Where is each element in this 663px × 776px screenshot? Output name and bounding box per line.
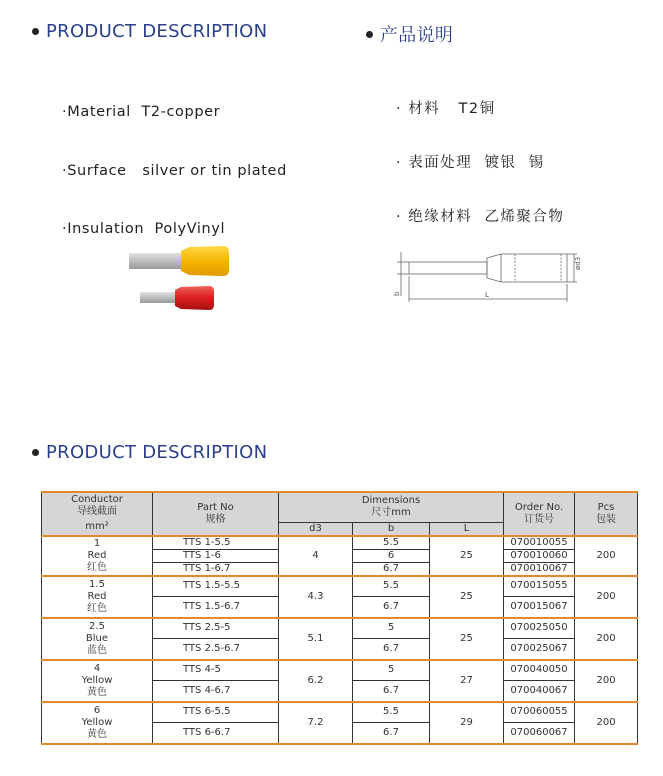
spec-value-cn: 镀银 锡 [484,155,545,171]
b-value: 6.7 [353,639,430,660]
order-no: 070040067 [504,681,575,702]
order-no: 070025050 [504,618,575,639]
part-no: TTS 4-6.7 [153,681,279,702]
b-value: 6.7 [353,562,430,576]
section-title-text: PRODUCT DESCRIPTION [46,21,268,42]
header-text: mm² [85,521,109,533]
header-text: Conductor [71,494,123,506]
part-no: TTS 2.5-5 [153,618,279,639]
L-value: 25 [430,536,504,576]
b-value: 6.7 [353,723,430,744]
order-no: 070015055 [504,576,575,597]
conductor-color: Yellow [81,716,113,728]
d3-value: 6.2 [279,660,353,702]
order-no: 070015067 [504,597,575,618]
header-text: 订货号 [524,513,555,525]
red-terminal-icon [140,286,214,310]
header-partno [153,492,279,536]
header-text: 规格 [205,513,226,525]
section-title-en [32,21,267,42]
b-value: 5.5 [353,576,430,597]
conductor-color-cn: 黄色 [87,686,107,698]
table-row [42,660,638,681]
pcs-value: 200 [575,702,638,744]
spec-item: ·Surface silver or tin plated [62,162,287,179]
dim-L-label: L [485,291,489,299]
conductor-cell [42,702,153,744]
product-photo [125,240,235,310]
d3-value: 4 [279,536,353,576]
pcs-value: 200 [575,618,638,660]
conductor-size: 1 [93,537,101,549]
part-no: TTS 4-5 [153,660,279,681]
spec-value-cn: T2铜 [458,101,496,117]
order-no: 070010067 [504,562,575,576]
spec-label: Surface [67,162,127,179]
spec-value-cn: 乙烯聚合物 [484,209,565,225]
table-row [42,576,638,597]
spec-item-cn: · 材料 T2铜 [396,101,496,117]
L-value: 25 [430,576,504,618]
conductor-color-cn: 红色 [87,561,107,573]
header-pcs [575,492,638,536]
pcs-value: 200 [575,536,638,576]
spec-label-cn: 绝缘材料 [408,209,473,225]
spec-value: T2-copper [141,104,221,120]
dim-b-label: b [393,291,401,296]
spec-label: Insulation [67,221,145,237]
d3-value: 5.1 [279,618,353,660]
order-no: 070060055 [504,702,575,723]
order-no: 070025067 [504,639,575,660]
conductor-color: Yellow [81,674,113,686]
spec-item-cn: · 绝缘材料 乙烯聚合物 [396,209,565,225]
conductor-cell [42,536,153,576]
product-table [41,491,638,745]
section-title-2 [32,442,267,463]
header-text: 包装 [596,513,617,525]
bullet-icon [366,31,373,38]
section-title-cn-text: 产品说明 [380,25,454,46]
header-order [504,492,575,536]
order-no: 070060067 [504,723,575,744]
b-value: 6 [353,549,430,562]
b-value: 5 [353,618,430,639]
b-value: 5.5 [353,536,430,550]
conductor-color-cn: 蓝色 [87,644,107,656]
table-row [42,702,638,723]
header-L: L [430,522,504,536]
conductor-size: 1.5 [89,578,105,590]
spec-label-cn: 表面处理 [408,155,473,171]
order-no: 070010060 [504,549,575,562]
d3-value: 4.3 [279,576,353,618]
header-dimensions [279,492,504,522]
header-text: 尺寸mm [371,507,411,519]
part-no: TTS 1.5-5.5 [153,576,279,597]
conductor-color: Red [87,590,107,602]
pcs-value: 200 [575,576,638,618]
part-no: TTS 6-5.5 [153,702,279,723]
L-value: 29 [430,702,504,744]
part-no: TTS 1-6.7 [153,562,279,576]
b-value: 5 [353,660,430,681]
d3-value: 7.2 [279,702,353,744]
bullet-icon [32,449,39,456]
order-no: 070040050 [504,660,575,681]
part-no: TTS 1-6 [153,549,279,562]
header-b: b [353,522,430,536]
conductor-color-cn: 黄色 [87,728,107,740]
spec-item-cn: · 表面处理 镀银 锡 [396,155,545,171]
table-row [42,618,638,639]
part-no: TTS 1-5.5 [153,536,279,550]
spec-label: Material [67,104,131,120]
conductor-color: Blue [85,632,109,644]
header-d3: d3 [279,522,353,536]
part-no: TTS 1.5-6.7 [153,597,279,618]
spec-value: PolyVinyl [154,221,226,237]
conductor-size: 2.5 [89,620,105,632]
conductor-cell [42,660,153,702]
b-value: 5.5 [353,702,430,723]
b-value: 6.7 [353,681,430,702]
conductor-size: 6 [93,704,101,716]
spec-item: ·Insulation PolyVinyl [62,221,226,237]
spec-list-cn [396,64,564,244]
section-title-cn [366,21,453,47]
spec-value: silver or tin plated [142,162,287,179]
conductor-cell [42,576,153,618]
header-text: 导线截面 [77,506,117,518]
spec-list-en [62,64,287,259]
header-text: Pcs [597,501,615,513]
table-row [42,536,638,550]
part-no: TTS 6-6.7 [153,723,279,744]
spec-label-cn: 材料 [408,101,441,117]
conductor-color: Red [87,549,107,561]
b-value: 6.7 [353,597,430,618]
header-text: Order No. [514,501,564,513]
header-conductor [42,492,153,536]
conductor-color-cn: 红色 [87,602,107,614]
conductor-size: 4 [93,662,101,674]
dim-d3-label: ød3 [574,256,582,270]
bullet-icon [32,28,39,35]
header-text: Dimensions [361,495,421,507]
L-value: 25 [430,618,504,660]
yellow-terminal-icon [129,246,229,276]
section-title-text: PRODUCT DESCRIPTION [46,442,268,463]
pcs-value: 200 [575,660,638,702]
technical-drawing [393,246,593,310]
conductor-cell [42,618,153,660]
L-value: 27 [430,660,504,702]
order-no: 070010055 [504,536,575,550]
header-text: Part No [197,501,234,513]
spec-item: ·Material T2-copper [62,104,221,120]
part-no: TTS 2.5-6.7 [153,639,279,660]
